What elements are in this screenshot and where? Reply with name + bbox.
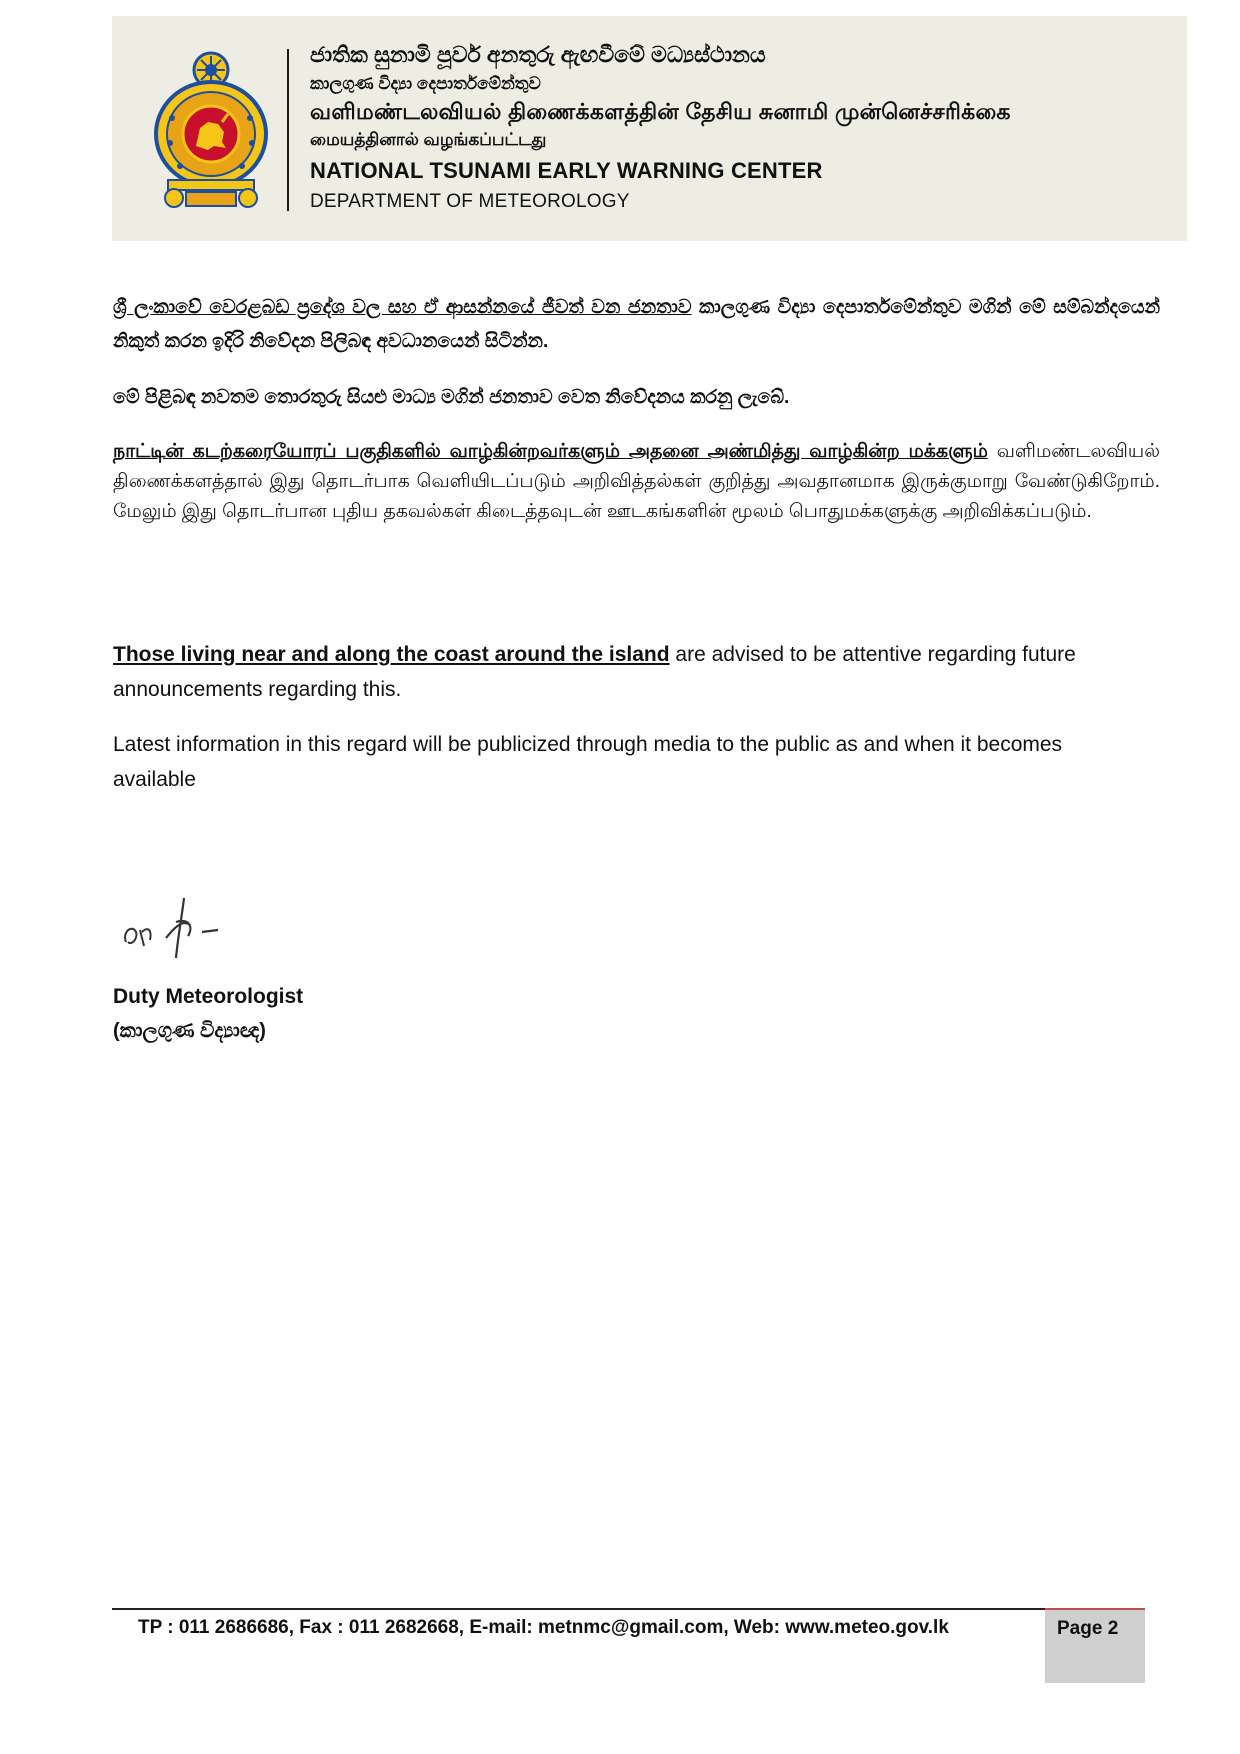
signatory-title-sinhala: (කාලගුණ විද්‍යාඥ) [113, 1020, 266, 1042]
header-line-tamil-1: வளிமண்டலவியல் திணைக்களத்தின் தேசிய சுனாமி முன்னெச்சரிக்கை [310, 99, 1011, 124]
tamil-paragraph-rest: வளிமண்டலவியல் திணைக்களத்தால் இது தொடர்பாக வெளியிடப்படும் அறிவித்தல்கள் குறித்து அவதானமாக இருக்குமாறு வேண்டுகிறோம். மேலும் இது தொடர்பான புதிய தகவல்கள் கிடைத்தவுடன் ஊடகங்களின் மூலம் பொதுமக்களுக்கு அறிவிக்கப்படும். [113, 441, 1160, 522]
sinhala-paragraph-2: මේ පිළිබඳ නවතම තොරතුරු සියළු මාධ්‍ය මගින් ජනතාව වෙත නිවේදනය කරනු ලැබේ. [113, 387, 790, 408]
english-paragraph-1-underlined: Those living near and along the coast around the island [113, 643, 670, 666]
english-paragraph-1-rest: are advised to be attentive regarding future announcements regarding this. [113, 643, 1076, 701]
signatory-title: Duty Meteorologist [113, 985, 304, 1008]
sri-lanka-emblem-icon [152, 48, 270, 210]
tamil-paragraph-underlined: நாட்டின் கடற்கரையோரப் பகுதிகளில் வாழ்கின்றவர்களும் அதனை அண்மித்து வாழ்கின்ற மக்களும் [113, 441, 988, 462]
header-text [310, 42, 1170, 211]
page-number-box [1045, 1608, 1145, 1683]
sinhala-paragraph-1-underlined: ශ්‍රී ලංකාවේ වෙරළබඩ ප්‍රදේශ වල සහ ඒ ආසන්නයේ ජීවත් වන ජනතාව [113, 297, 692, 318]
tamil-paragraph [113, 437, 1160, 527]
header-line-sinhala-1: ජාතික සුනාමි පූර්ව අනතුරු ඇඟවීමේ මධ්‍යස්ථානය [310, 42, 766, 67]
letterhead [112, 16, 1187, 241]
page-number: Page 2 [1057, 1618, 1119, 1639]
signature-image [118, 880, 268, 970]
sinhala-paragraph-1-rest: කාලගුණ විද්‍යා දෙපාර්තමේන්තුව මගින් මේ සම්බන්දයෙන් නිකුත් කරන ඉදිරි නිවේදන පිලිබඳ අවධානයෙන් සිටින්න. [113, 297, 1160, 352]
english-paragraph-2: Latest information in this regard will be publicized through media to the public as and when it becomes available [113, 733, 1063, 791]
header-title-english: NATIONAL TSUNAMI EARLY WARNING CENTER [310, 158, 823, 183]
header-line-sinhala-2: කාලගුණ විද්‍යා දෙපාර්තමේන්තුව [310, 74, 541, 93]
header-divider [287, 49, 289, 211]
header-line-tamil-2: மையத்தினால் வழங்கப்பட்டது [310, 130, 547, 149]
header-subtitle-english: DEPARTMENT OF METEOROLOGY [310, 191, 630, 212]
english-paragraph-1 [113, 637, 1160, 707]
footer-contact: TP : 011 2686686, Fax : 011 2682668, E-mail: metnmc@gmail.com, Web: www.meteo.gov.lk [138, 1617, 949, 1638]
sinhala-paragraph-1 [113, 291, 1160, 359]
footer-divider [112, 1608, 1045, 1610]
